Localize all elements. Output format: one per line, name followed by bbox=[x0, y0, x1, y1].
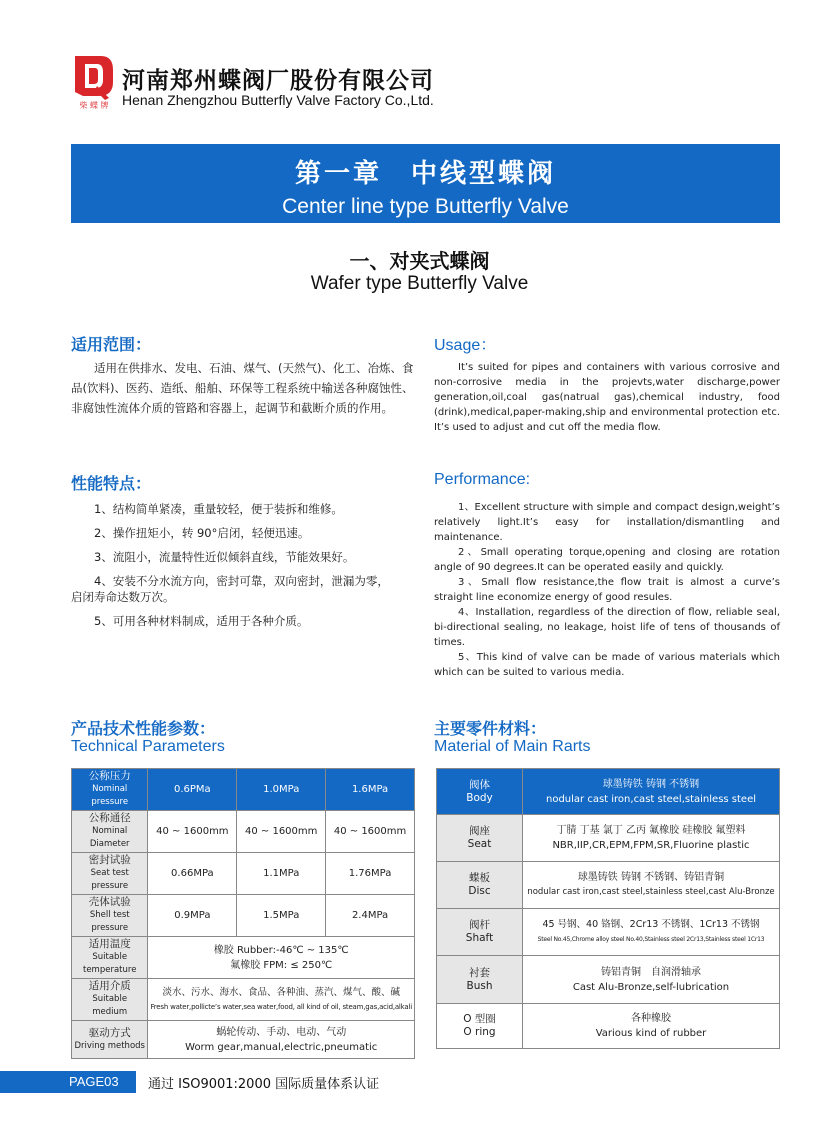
performance-heading-en: Performance: bbox=[434, 471, 531, 488]
label-en: Shell test pressure bbox=[89, 910, 130, 933]
table-row-label bbox=[437, 909, 523, 956]
table-cell bbox=[523, 1004, 780, 1049]
certification-text: 通过 ISO9001:2000 国际质量体系认证 bbox=[148, 1077, 380, 1092]
material-en: Cast Alu-Bronze,self-lubrication bbox=[572, 981, 730, 993]
table-row-label bbox=[72, 853, 148, 895]
table-cell: 1.5MPa bbox=[237, 895, 326, 937]
material-cn: 球墨铸铁 铸钢 不锈钢、铸铝青铜 bbox=[577, 872, 725, 883]
company-logo bbox=[71, 52, 117, 110]
company-name-cn: 河南郑州蝶阀厂股份有限公司 bbox=[122, 68, 434, 94]
table-row-label bbox=[437, 1004, 523, 1049]
table-cell bbox=[148, 937, 415, 979]
table-row-label bbox=[437, 862, 523, 909]
label-en: O ring bbox=[463, 1026, 496, 1038]
label-cn: 密封试验 bbox=[88, 854, 131, 866]
chapter-banner bbox=[71, 144, 780, 223]
material-en: nodular cast iron,cast steel,stainless steel bbox=[545, 793, 757, 805]
driving-en: Worm gear,manual,electric,pneumatic bbox=[185, 1041, 378, 1053]
label-en: Suitable temperature bbox=[83, 952, 137, 975]
performance-list-cn bbox=[71, 497, 417, 633]
company-name-en: Henan Zhengzhou Butterfly Valve Factory Co.,Ltd. bbox=[122, 92, 434, 108]
material-en: Steel No.45,Chrome alloy steel No.40,Stainless steel 2Cr13,Stainless steel 1Cr13 bbox=[537, 936, 765, 943]
section-title-cn: 一、对夹式蝶阀 bbox=[349, 249, 490, 273]
table-header-row bbox=[72, 769, 415, 811]
label-cn: 公称压力 bbox=[88, 770, 131, 782]
tech-params-table bbox=[71, 768, 415, 1059]
table-row-label bbox=[72, 937, 148, 979]
label-en: Seat test pressure bbox=[90, 868, 129, 891]
table-row bbox=[72, 811, 415, 853]
table-row bbox=[437, 956, 780, 1004]
usage-heading-cn: 适用范围： bbox=[71, 337, 152, 354]
materials-heading-cn: 主要零件材料： bbox=[434, 721, 547, 738]
table-row bbox=[72, 1021, 415, 1059]
driving-cn: 蜗轮传动、手动、电动、气动 bbox=[216, 1026, 347, 1038]
table-cell: 2.4MPa bbox=[326, 895, 415, 937]
table-cell: 0.66MPa bbox=[148, 853, 237, 895]
usage-text-cn bbox=[71, 358, 417, 418]
label-cn: 阀座 bbox=[469, 825, 490, 837]
usage-heading-en: Usage： bbox=[434, 337, 497, 354]
table-cell: 1.0MPa bbox=[237, 769, 326, 811]
label-en: Nominal Diameter bbox=[89, 826, 130, 849]
materials-heading-en: Material of Main Rarts bbox=[434, 738, 591, 755]
performance-item-en: 4、Installation, regardless of the direction of flow, reliable seal, bi-directional sealing, no leakage, hoist life of tens of thousands of times. bbox=[434, 607, 780, 648]
performance-list-en bbox=[434, 500, 780, 680]
table-row bbox=[72, 853, 415, 895]
performance-item-en: 5、This kind of valve can be made of various materials which which can be suited to various media. bbox=[434, 652, 780, 678]
table-cell bbox=[148, 1021, 415, 1059]
performance-item-cn: 2、操作扭矩小，转 90°启闭，轻便迅速。 bbox=[94, 526, 310, 540]
performance-item-cn: 启闭寿命达数万次。 bbox=[71, 590, 175, 604]
label-en: Body bbox=[466, 791, 493, 804]
table-row-label bbox=[72, 811, 148, 853]
table-row-label bbox=[72, 769, 148, 811]
logo-caption: 柴 蝶 牌 bbox=[79, 101, 109, 110]
label-en: Nominal pressure bbox=[91, 784, 129, 807]
label-cn: 驱动方式 bbox=[88, 1026, 131, 1039]
table-row-label bbox=[437, 769, 523, 815]
label-cn: 壳体试验 bbox=[88, 896, 131, 908]
table-row bbox=[437, 815, 780, 862]
table-cell: 40 ~ 1600mm bbox=[148, 811, 237, 853]
label-cn: 适用温度 bbox=[88, 938, 131, 950]
table-row bbox=[72, 979, 415, 1021]
label-cn: 阀体 bbox=[469, 778, 490, 791]
tech-params-heading-cn: 产品技术性能参数： bbox=[71, 721, 216, 738]
table-cell: 0.9MPa bbox=[148, 895, 237, 937]
label-en: Suitable medium bbox=[92, 994, 128, 1017]
table-cell bbox=[523, 769, 780, 815]
chapter-title-cn: 第一章 中线型蝶阀 bbox=[294, 159, 556, 189]
label-cn: 适用介质 bbox=[88, 980, 131, 992]
table-row-label bbox=[72, 979, 148, 1021]
material-cn: 球墨铸铁 铸钢 不锈钢 bbox=[602, 778, 700, 790]
table-cell bbox=[523, 909, 780, 956]
usage-text-en bbox=[434, 360, 780, 435]
table-row bbox=[72, 937, 415, 979]
label-cn: 蝶板 bbox=[469, 872, 490, 884]
tech-params-heading-en: Technical Parameters bbox=[71, 738, 225, 755]
label-en: Seat bbox=[467, 838, 492, 850]
table-cell: 0.6PMa bbox=[148, 769, 237, 811]
medium-en: Fresh water,pollicte’s water,sea water,food, all kind of oil, steam,gas,acid,alkali bbox=[150, 1002, 412, 1011]
chapter-title-en: Center line type Butterfly Valve bbox=[282, 195, 569, 218]
table-row bbox=[437, 769, 780, 815]
material-cn: 丁腈 丁基 氯丁 乙丙 氟橡胶 硅橡胶 氟塑料 bbox=[556, 825, 746, 836]
label-en: Disc bbox=[468, 885, 491, 897]
table-cell bbox=[523, 815, 780, 862]
label-en: Bush bbox=[466, 979, 493, 992]
performance-heading-cn: 性能特点： bbox=[71, 476, 152, 493]
performance-item-en: 1、Excellent structure with simple and compact design,weight’s relatively light.It’s easy for installation/dismantling and maintenance. bbox=[434, 502, 780, 543]
performance-item-cn: 3、流阻小，流量特性近似倾斜直线，节能效果好。 bbox=[94, 550, 355, 564]
table-row-label bbox=[72, 1021, 148, 1059]
page-number: PAGE03 bbox=[0, 1071, 136, 1093]
table-row-label bbox=[72, 895, 148, 937]
label-cn: O 型圈 bbox=[463, 1013, 496, 1025]
usage-paragraph-cn: 适用在供排水、发电、石油、煤气、(天然气)、化工、冶炼、食品(饮料)、医药、造纸、船舶、环保等工程系统中输送各种腐蚀性、非腐蚀性流体介质的管路和容器上，起调节和截断介质的作用。 bbox=[71, 361, 414, 415]
material-cn: 45 号钢、40 铬钢、2Cr13 不锈钢、1Cr13 不锈钢 bbox=[542, 919, 760, 930]
label-en: Driving methods bbox=[74, 1040, 145, 1051]
table-cell: 40 ~ 1600mm bbox=[237, 811, 326, 853]
temperature-rubber: 橡胶 Rubber:-46℃ ~ 135℃ bbox=[213, 944, 349, 956]
table-cell bbox=[148, 979, 415, 1021]
material-en: nodular cast iron,cast steel,stainless steel,cast Alu-Bronze bbox=[527, 887, 775, 897]
table-cell: 1.6MPa bbox=[326, 769, 415, 811]
table-cell bbox=[523, 956, 780, 1004]
material-cn: 铸铝青铜 自润滑轴承 bbox=[601, 966, 701, 978]
table-cell bbox=[523, 862, 780, 909]
label-cn: 衬套 bbox=[469, 966, 490, 979]
table-row bbox=[437, 909, 780, 956]
label-cn: 阀杆 bbox=[469, 919, 490, 931]
label-cn: 公称通径 bbox=[88, 812, 131, 824]
medium-cn: 淡水、污水、海水、食品、各种油、蒸汽、煤气、酸、碱 bbox=[162, 986, 400, 998]
table-row-label bbox=[437, 815, 523, 862]
section-title-en: Wafer type Butterfly Valve bbox=[310, 273, 529, 294]
performance-item-en: 3、Small flow resistance,the flow trait is almost a curve’s straight line economize energy of good resules. bbox=[434, 577, 780, 603]
table-cell: 1.76MPa bbox=[326, 853, 415, 895]
performance-item-en: 2、Small operating torque,opening and closing are rotation angle of 90 degrees.It can be operated easily and quickly. bbox=[434, 547, 780, 573]
performance-item-cn: 1、结构简单紧凑，重量较轻，便于装拆和维修。 bbox=[94, 502, 343, 516]
performance-item-cn: 5、可用各种材料制成，适用于各种介质。 bbox=[94, 614, 309, 628]
table-row bbox=[437, 1004, 780, 1049]
performance-item-cn: 4、安装不分水流方向，密封可靠，双向密封，泄漏为零， bbox=[94, 574, 389, 588]
label-en: Shaft bbox=[465, 932, 494, 944]
material-en: NBR,IIP,CR,EPM,FPM,SR,Fluorine plastic bbox=[552, 840, 750, 851]
table-cell: 40 ~ 1600mm bbox=[326, 811, 415, 853]
table-row-label bbox=[437, 956, 523, 1004]
table-row bbox=[437, 862, 780, 909]
table-cell: 1.1MPa bbox=[237, 853, 326, 895]
temperature-fpm: 氟橡胶 FPM: ≤ 250℃ bbox=[230, 959, 333, 971]
table-row bbox=[72, 895, 415, 937]
usage-paragraph-en: It’s suited for pipes and containers with various corrosive and non-corrosive media in the projevts,water discharge,power generation,oil,coal gas(natrual gas),chemical industry, food (drink),medical,paper-making,ship and environmental protection etc. It’s used to adjust and cut off the media flow. bbox=[434, 362, 780, 433]
materials-table bbox=[436, 768, 780, 1049]
material-en: Various kind of rubber bbox=[595, 1028, 707, 1039]
material-cn: 各种橡胶 bbox=[631, 1013, 671, 1024]
